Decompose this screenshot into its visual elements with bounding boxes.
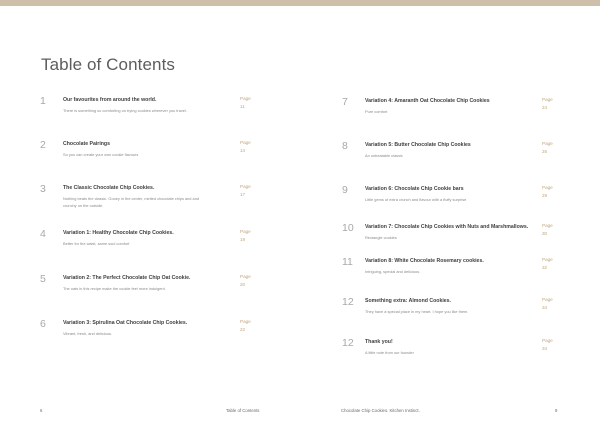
- page-label: Page: [240, 96, 251, 101]
- page-number: 34: [542, 305, 548, 310]
- entry-number: 4: [40, 228, 46, 240]
- toc-entry[interactable]: [40, 183, 280, 223]
- page-label: Page: [542, 185, 553, 190]
- entry-page-ref[interactable]: [542, 140, 553, 156]
- entry-title[interactable]: Chocolate Pairings: [63, 141, 110, 147]
- entry-description: Pure comfort: [365, 109, 388, 114]
- entry-page-ref[interactable]: [240, 318, 251, 334]
- page-number: 34: [542, 346, 548, 351]
- entry-page-ref[interactable]: [542, 337, 553, 353]
- toc-entry[interactable]: [342, 337, 582, 377]
- entry-description: The oats in this recipe make the cookie feel more indulgent.: [63, 286, 166, 291]
- page-number: 11: [240, 104, 245, 109]
- entry-description: Intriguing, special and delicious.: [365, 269, 421, 274]
- page-label: Page: [542, 338, 553, 343]
- entry-description: Better for the waist, same soul comfort: [63, 241, 130, 246]
- entry-page-ref[interactable]: [542, 296, 553, 312]
- page-title: Table of Contents: [41, 55, 176, 75]
- toc-entry[interactable]: [40, 139, 280, 179]
- toc-entry[interactable]: [342, 256, 582, 296]
- entry-number: 7: [342, 96, 348, 108]
- entry-description: Rectangle cookies: [365, 235, 397, 240]
- toc-entry[interactable]: [342, 184, 582, 224]
- page-label: Page: [542, 141, 553, 146]
- page-number: 26: [542, 149, 548, 154]
- toc-entry[interactable]: [342, 96, 582, 136]
- page-label: Page: [542, 223, 553, 228]
- entry-page-ref[interactable]: [542, 96, 553, 112]
- page-number: 32: [542, 265, 548, 270]
- entry-number: 5: [40, 273, 46, 285]
- page-label: Page: [240, 229, 251, 234]
- entry-number: 12: [342, 296, 354, 308]
- entry-number: 10: [342, 222, 354, 234]
- entry-page-ref[interactable]: [542, 184, 553, 200]
- page-number: 30: [542, 231, 548, 236]
- page-label: Page: [240, 274, 251, 279]
- page-number: 22: [240, 327, 246, 332]
- entry-page-ref[interactable]: [240, 273, 251, 289]
- entry-page-ref[interactable]: [240, 183, 251, 199]
- page-label: Page: [542, 257, 553, 262]
- entry-number: 11: [342, 256, 353, 268]
- toc-entry[interactable]: [342, 296, 582, 336]
- footer-right-section-title: Chocolate Chip Cookies. Kitchen Instinct.: [341, 408, 420, 413]
- entry-description: A little note from our founder: [365, 350, 414, 355]
- page-number: 17: [240, 192, 246, 197]
- page-label: Page: [240, 184, 251, 189]
- entry-description: There is something so comforting on trying cookies wherever you travel.: [63, 108, 187, 113]
- entry-number: 12: [342, 337, 354, 349]
- footer-right-page-number: 9: [555, 408, 558, 413]
- entry-title[interactable]: Variation 8: White Chocolate Rosemary cookies.: [365, 258, 484, 264]
- footer-left-section-title: Table of Contents: [226, 408, 260, 413]
- page-number: 14: [240, 148, 246, 153]
- entry-page-ref[interactable]: [542, 222, 553, 238]
- entry-page-ref[interactable]: [240, 139, 251, 155]
- entry-title[interactable]: Variation 2: The Perfect Chocolate Chip Oat Cookie.: [63, 275, 191, 281]
- entry-description: So you can create your own cookie flavours: [63, 152, 139, 157]
- entry-number: 3: [40, 183, 46, 195]
- toc-entry[interactable]: [40, 273, 280, 313]
- toc-entry[interactable]: [40, 318, 280, 358]
- toc-entry[interactable]: [40, 228, 280, 268]
- toc-entry[interactable]: [342, 140, 582, 180]
- page-number: 29: [542, 193, 548, 198]
- page-label: Page: [542, 297, 553, 302]
- entry-number: 8: [342, 140, 348, 152]
- page-number: 19: [240, 237, 246, 242]
- top-decorative-band: [0, 0, 600, 6]
- footer-left-page-number: 6: [40, 408, 43, 413]
- entry-page-ref[interactable]: [542, 256, 553, 272]
- entry-page-ref[interactable]: [240, 95, 251, 111]
- page-label: Page: [542, 97, 553, 102]
- entry-title[interactable]: Something extra: Almond Cookies.: [365, 298, 451, 304]
- entry-description: They have a special place in my heart. I hope you like them.: [365, 309, 469, 314]
- entry-page-ref[interactable]: [240, 228, 251, 244]
- entry-title[interactable]: Variation 7: Chocolate Chip Cookies with Nuts and Marshmallows.: [365, 224, 529, 230]
- entry-number: 1: [40, 95, 46, 107]
- entry-description: Nothing beats the classic. Gooey in the center, melted chocolate chips and and crunchy on the outside.: [63, 196, 200, 209]
- entry-title[interactable]: The Classic Chocolate Chip Cookies.: [63, 185, 155, 191]
- entry-title[interactable]: Our favourites from around the world.: [63, 97, 157, 103]
- entry-title[interactable]: Variation 4: Amaranth Oat Chocolate Chip Cookies: [365, 98, 490, 104]
- page-number: 24: [542, 105, 548, 110]
- entry-title[interactable]: Variation 6: Chocolate Chip Cookie bars: [365, 186, 464, 192]
- entry-description: Little gems of extra crunch and flavour with a fluffy surprise: [365, 197, 467, 202]
- entry-number: 2: [40, 139, 46, 151]
- entry-number: 6: [40, 318, 46, 330]
- page-label: Page: [240, 140, 251, 145]
- page-number: 20: [240, 282, 246, 287]
- entry-description: Vibrant, fresh, and delicious.: [63, 331, 113, 336]
- entry-description: An unbeatable classic: [365, 153, 403, 158]
- entry-title[interactable]: Variation 5: Butter Chocolate Chip Cookies: [365, 142, 471, 148]
- entry-title[interactable]: Thank you!: [365, 339, 393, 345]
- toc-entry[interactable]: [40, 95, 280, 135]
- page-label: Page: [240, 319, 251, 324]
- entry-number: 9: [342, 184, 348, 196]
- entry-title[interactable]: Variation 3: Spirulina Oat Chocolate Chip Cookies.: [63, 320, 188, 326]
- entry-title[interactable]: Variation 1: Healthy Chocolate Chip Cookies.: [63, 230, 174, 236]
